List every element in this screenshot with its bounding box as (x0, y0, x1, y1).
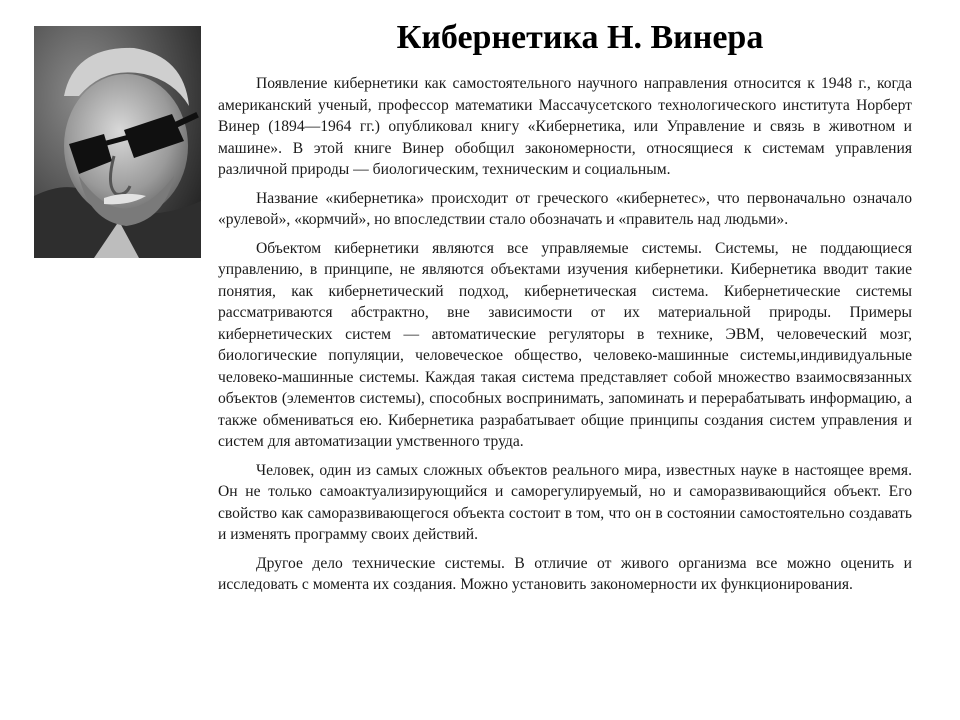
paragraph-technical-systems: Другое дело технические системы. В отличие от живого организма все можно оценить и исследовать с момента их создания. Можно установить закономерности их функционирования. (218, 554, 912, 593)
paragraph-human: Человек, один из самых сложных объектов реального мира, известных науке в настоящее время. Он не только самоактуализирующийся и саморегулируемый, но и саморазвивающийся объект. Его свойство как саморазвивающегося объекта состоит в том, что он в состоянии самостоятельно создавать и изменять программу своих действий. (218, 461, 912, 543)
portrait-photo (34, 26, 201, 258)
page-title: Кибернетика Н. Винера (396, 19, 764, 56)
paragraph-object: Объектом кибернетики являются все управляемые системы. Системы, не поддающиеся управлению, в принципе, не являются объектами изучения кибернетики. Кибернетика вводит такие понятия, как кибернетический подход, кибернетическая система. Кибернетические системы рассматриваются абстрактно, вне зависимости от их материальной природы. Примеры кибернетических систем — автоматические регуляторы в технике, ЭВМ, человеческий мозг, биологические популяции, человеческое общество, человеко-машинные системы,индивидуальные человеко-машинные системы. Каждая такая система представляет собой множество взаимосвязанных объектов (элементов системы), способных воспринимать, запоминать и перерабатывать информацию, а также обмениваться ею. Кибернетика разрабатывает общие принципы создания систем управления и систем для автоматизации умственного труда. (218, 239, 912, 450)
portrait-photo-icon (34, 26, 201, 258)
paragraph-origin: Появление кибернетики как самостоятельного научного направления относится к 1948 г., когда американский ученый, профессор математики Массачусетского технологического института Норберт Винер (1894—1964 гг.) опубликовал книгу «Кибернетика, или Управление и связь в животном и машине». В этой книге Винер обобщил закономерности, относящиеся к системам управления различной природы — биологическим, техническим и социальным. (218, 75, 912, 178)
article-body (218, 73, 912, 603)
paragraph-etymology: Название «кибернетика» происходит от греческого «кибернетес», что первоначально означало «рулевой», «кормчий», но впоследствии стало обозначать и «правитель над людьми». (218, 189, 912, 228)
